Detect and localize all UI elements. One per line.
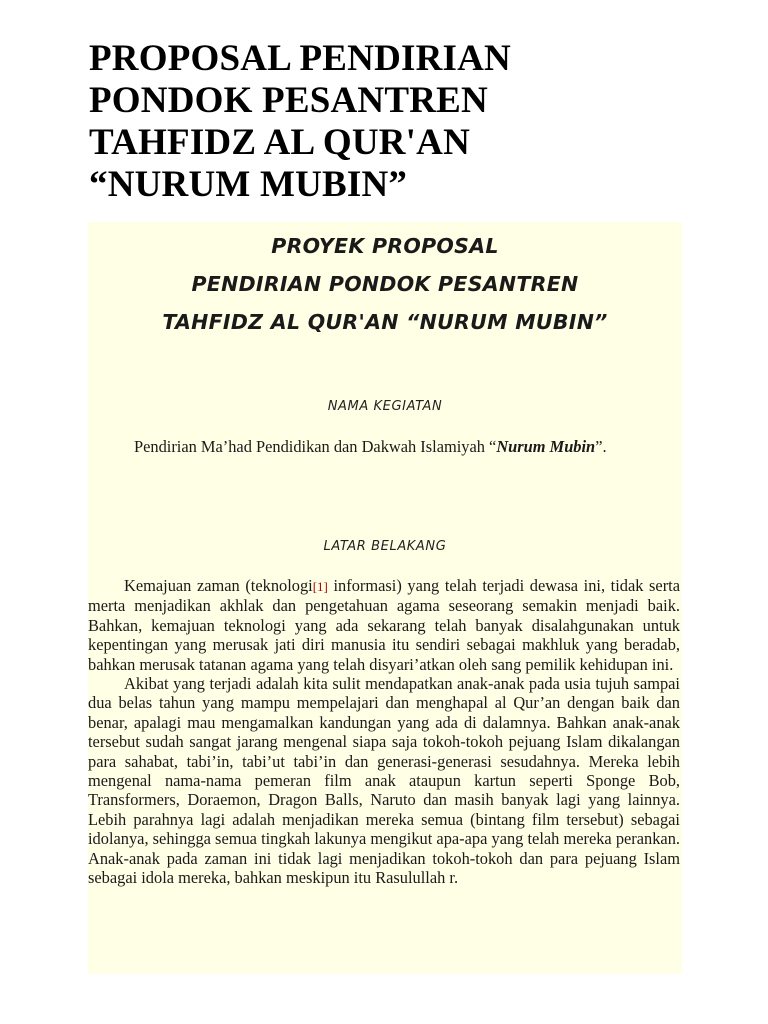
heading-proyek-proposal: PROYEK PROPOSAL [271, 234, 499, 258]
heading-tahfidz: TAHFIDZ AL QUR'AN “NURUM MUBIN” [162, 310, 608, 334]
nama-emphasis: Nurum Mubin [496, 437, 596, 456]
paragraph-latar-2: Akibat yang terjadi adalah kita sulit mendapatkan anak-anak pada usia tujuh sampai dua belas tahun yang mampu mempelajari dan menghapal al Qur’an dengan baik dan benar, apalagi mau mengamalkan kandungan yang ada di dalamnya. Bahkan anak-anak tersebut sudah sangat jarang mengenal siapa saja tokoh-tokoh pejuang Islam dikalangan para sahabat, tabi’in, tabi’ut tabi’in dan generasi-generasi sesudahnya. Mereka lebih mengenal nama-nama pemeran film anak ataupun kartun seperti Sponge Bob, Transformers, Doraemon, Dragon Balls, Naruto dan masih banyak lagi yang lainnya. Lebih parahnya lagi adalah menjadikan mereka semua (bintang film tersebut) sebagai idolanya, sehingga semua tingkah lakunya mengikut apa-apa yang telah mereka perankan. Anak-anak pada zaman ini tidak lagi menjadikan tokoh-tokoh dan para pejuang Islam sebagai idola mereka, bahkan meskipun itu Rasulullah r. [88, 674, 680, 888]
latar-p1-before: Kemajuan zaman (teknologi [124, 576, 313, 595]
section-label-latar-belakang: LATAR BELAKANG [323, 539, 447, 554]
title-line-3: TAHFIDZ AL QUR'AN [89, 122, 470, 163]
proposal-content-panel [88, 222, 682, 974]
latar-p1-after: informasi) yang telah terjadi dewasa ini, tidak serta merta menjadikan akhlak dan pengetahuan agama seseorang semakin menjadi baik. Bahkan, kemajuan teknologi yang ada sekarang telah banyak disalahgunakan untuk kepentingan yang merusak jati diri manusia itu sendiri sebagai makhluk yang beradab, bahkan merusak tatanan agama yang telah disyari’atkan oleh sang pemilik kehidupan ini. [88, 576, 680, 674]
document-title [89, 38, 689, 206]
title-line-1: PROPOSAL PENDIRIAN [89, 38, 511, 79]
nama-text-after: ”. [595, 437, 607, 456]
nama-text-before: Pendirian Ma’had Pendidikan dan Dakwah Islamiyah “ [134, 437, 497, 456]
title-line-4: “NURUM MUBIN” [89, 164, 408, 205]
latar-belakang-body [88, 576, 680, 888]
heading-pendirian: PENDIRIAN PONDOK PESANTREN [191, 272, 579, 296]
section-label-nama-kegiatan: NAMA KEGIATAN [327, 399, 443, 414]
title-line-2: PONDOK PESANTREN [89, 80, 488, 121]
footnote-link[interactable]: [1] [312, 579, 328, 594]
paragraph-latar-1 [88, 576, 680, 674]
paragraph-nama-kegiatan [88, 437, 680, 456]
